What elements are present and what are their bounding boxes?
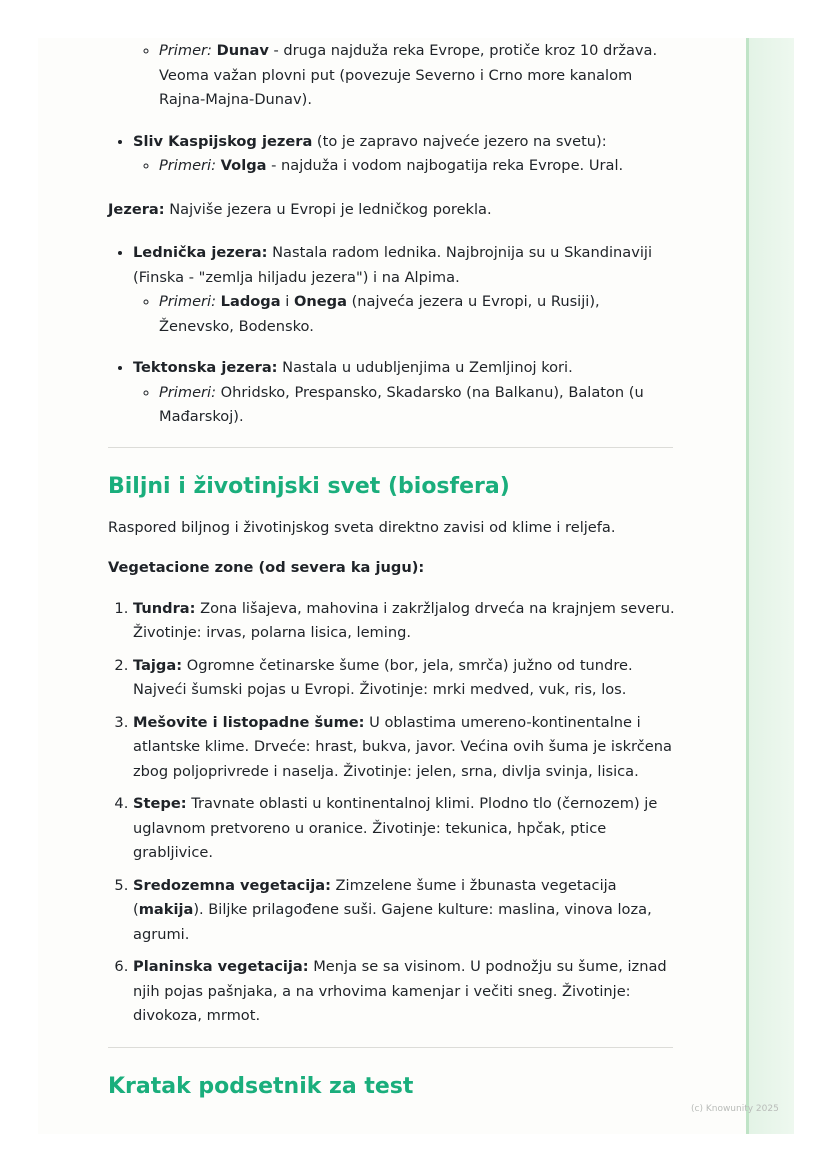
tektonska-item [133,356,676,430]
zone-text: Travnate oblasti u kontinentalnoj klimi. Plodno tlo (černozem) je uglavnom pretvoreno u oranice. Životinje: tekunica, hpčak, ptice grabljivice. [133,795,658,861]
zone-title: Stepe: [133,795,187,812]
zone-item [133,792,676,866]
zone-item [133,955,676,1029]
volga-text: - najduža i vodom najbogatija reka Evrope. Ural. [266,157,624,174]
tektonska-sublist [133,381,676,430]
tektonska-text: Nastala u udubljenjima u Zemljinoj kori. [277,359,573,376]
volga-item [159,154,676,179]
zones-title [108,556,676,581]
watermark: (c) Knowunity 2025 [691,1104,779,1114]
lednicka-text: Nastala radom lednika. Najbrojnija su u Skandinaviji (Finska - "zemlja hiljadu jezera") i na Alpima. [133,244,653,286]
biosfera-intro: Raspored biljnog i životinjskog sveta direktno zavisi od klime i reljefa. [108,518,616,536]
document-content [108,38,676,1102]
zone-item [133,654,676,703]
lednicka-example-text: (najveća jezera u Evropi, u Rusiji), Ženevsko, Bodensko. [159,293,600,335]
jezera-list [108,241,676,430]
kaspijsko-title: Sliv Kaspijskog jezera [133,132,313,150]
kaspijsko-item [133,130,676,179]
dunav-label: Primer: [159,42,212,59]
section-divider [108,447,673,448]
tektonska-example [159,381,676,430]
jezera-text: Najviše jezera u Evropi je ledničkog porekla. [164,200,492,218]
dunav-item [159,39,676,113]
zone-bold-term: makija [138,901,194,918]
zones-title-text: Vegetacione zone (od severa ka jugu): [108,559,425,576]
zone-item [133,597,676,646]
jezera-paragraph [108,198,676,223]
dunav-text: - druga najduža reka Evrope, protiče kroz 10 država. Veoma važan plovni put (povezuje Severno i Crno more kanalom Rajna-Majna-Dunav). [159,42,658,108]
ladoga-name: Ladoga [220,293,281,310]
lednicka-example [159,290,676,339]
zone-title: Mešovite i listopadne šume: [133,713,365,731]
vegetation-zones-list [108,597,676,1029]
podsetnik-heading: Kratak podsetnik za test [108,1073,414,1099]
zone-title: Planinska vegetacija: [133,958,309,975]
zone-text: Menja se sa visinom. U podnožju su šume, iznad njih pojas pašnjaka, a na vrhovima kamenjar i večiti sneg. Životinje: divokoza, mrmot. [133,958,667,1024]
kaspijsko-text: (to je zapravo najveće jezero na svetu): [312,132,607,150]
tektonska-example-text: Ohridsko, Prespansko, Skadarsko (na Balkanu), Balaton (u Mađarskoj). [159,383,644,425]
section-divider [108,1047,673,1048]
kaspijsko-sublist [133,154,676,179]
side-strip [746,38,794,1134]
volga-label: Primeri: [159,157,217,174]
lednicka-label: Primeri: [159,293,217,310]
dunav-name: Dunav [216,42,269,59]
volga-name: Volga [220,157,267,174]
tektonska-title: Tektonska jezera: [133,359,278,376]
lednicka-title: Lednička jezera: [133,244,268,261]
zone-title: Sredozemna vegetacija: [133,876,331,894]
zone-text: Zimzelene šume i žbunasta vegetacija ( [133,876,617,918]
document-page [38,38,790,1134]
zone-text: Zona lišajeva, mahovina i zakržljalog drveća na krajnjem severu. Životinje: irvas, polarna lisica, leming. [133,599,675,641]
tektonska-label: Primeri: [159,383,217,401]
lednicka-conj: i [280,293,294,310]
lednicka-sublist [133,290,676,339]
zone-item [133,711,676,785]
zone-text-continued: ). Biljke prilagođene suši. Gajene kulture: maslina, vinova loza, agrumi. [133,901,652,943]
dunav-sublist [133,39,676,113]
zone-text: Ogromne četinarske šume (bor, jela, smrča) južno od tundre. Najveći šumski pojas u Evropi. Životinje: mrki medved, vuk, ris, los. [133,656,633,698]
zone-text: U oblastima umereno-kontinentalne i atlantske klime. Drveće: hrast, bukva, javor. Većina ovih šuma je iskrčena zbog poljoprivrede i naselja. Životinje: jelen, srna, divlja svinja, lisica. [133,713,672,780]
biosfera-heading: Biljni i životinjski svet (biosfera) [108,473,510,499]
zone-title: Tajga: [133,656,183,674]
onega-name: Onega [293,293,347,310]
lednicka-item [133,241,676,339]
zone-item [133,874,676,948]
jezera-title: Jezera: [108,200,165,218]
kaspijsko-list [108,130,676,179]
zone-title: Tundra: [133,599,196,617]
